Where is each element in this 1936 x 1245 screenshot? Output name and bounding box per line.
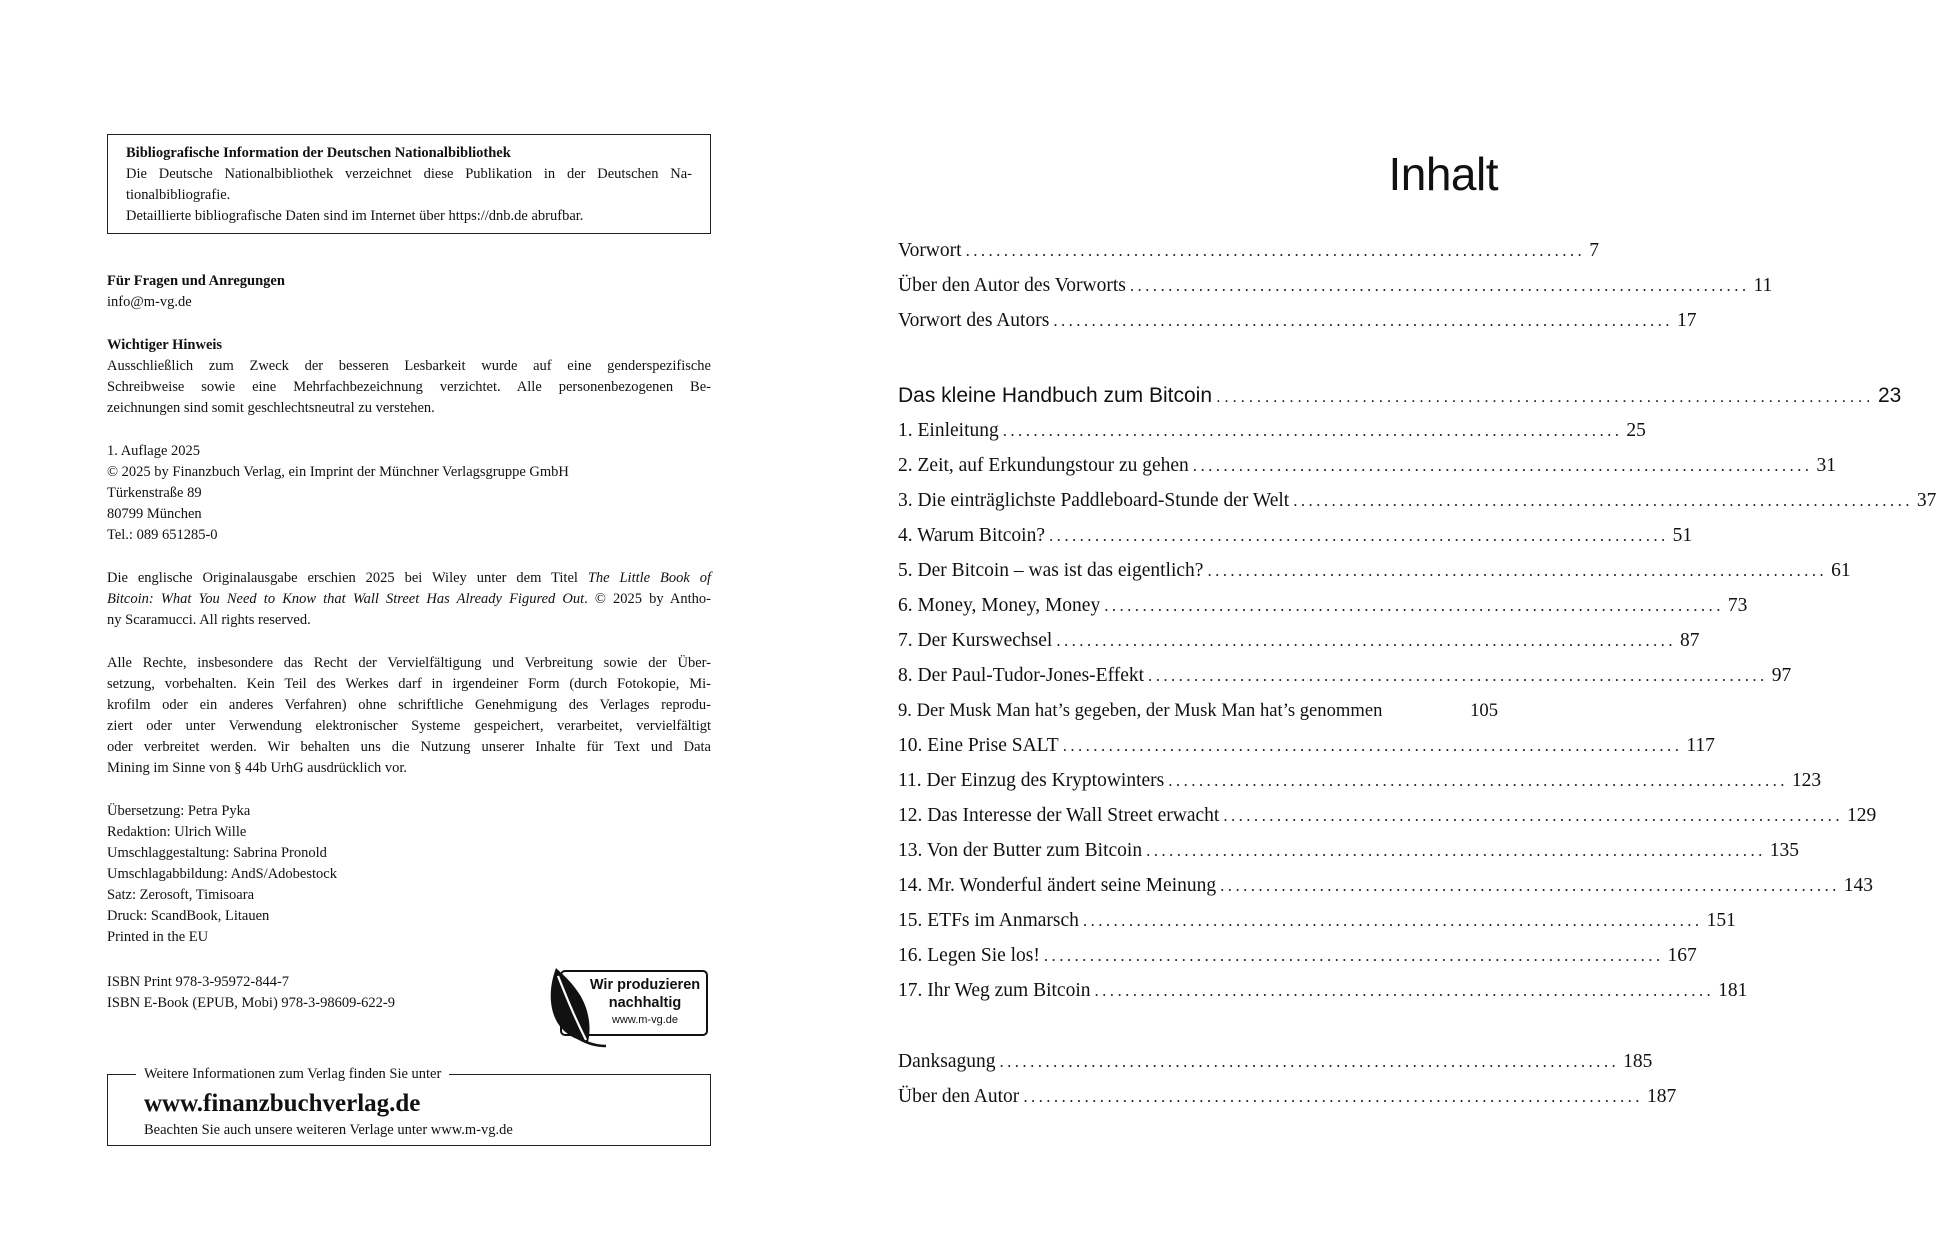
- notice-text-line: Ausschließlich zum Zweck der besseren Lesbarkeit wurde auf eine genderspezifische: [107, 358, 711, 374]
- toc-leader: .................................................................................: [1062, 736, 1683, 755]
- bib-text-line: Die Deutsche Nationalbibliothek verzeichnet diese Publikation in der Deutschen Na-: [126, 166, 692, 182]
- badge-line: Wir produzieren: [589, 977, 701, 993]
- toc-leader: .................................................................................: [1053, 311, 1673, 330]
- toc-leader: .................................................................................: [1082, 911, 1703, 930]
- toc-leader: .................................................................................: [1293, 491, 1913, 510]
- toc-entry-page: 167: [1667, 945, 1697, 966]
- rights-text-line: Alle Rechte, insbesondere das Recht der Vervielfältigung und Verbreitung sowie der Über-: [107, 655, 711, 671]
- publisher-section: [107, 441, 711, 546]
- toc-entry[interactable]: [898, 556, 1851, 586]
- toc-leader: .................................................................................: [999, 1052, 1620, 1071]
- contact-heading: Für Fragen und Anregungen: [107, 273, 285, 289]
- contact-section: [107, 271, 711, 313]
- toc-entry-page: 181: [1718, 980, 1748, 1001]
- toc-entry-title: 16. Legen Sie los!: [898, 945, 1040, 966]
- toc-leader: .................................................................................: [1223, 806, 1843, 825]
- page-title: Inhalt: [1388, 148, 1498, 200]
- toc-entry-page: 61: [1831, 560, 1851, 581]
- bib-text-line: tionalbibliografie.: [126, 187, 231, 203]
- toc-leader: .................................................................................: [1023, 1087, 1643, 1106]
- toc-entry-title: 6. Money, Money, Money: [898, 595, 1101, 616]
- original-edition-text: Die englische Originalausgabe erschien 2025 bei Wiley unter dem Titel: [107, 570, 588, 586]
- toc-entry[interactable]: [898, 486, 1936, 516]
- toc-entry[interactable]: [898, 591, 1748, 621]
- toc-entry[interactable]: [898, 626, 1700, 656]
- toc-entry-page: 87: [1679, 630, 1700, 651]
- toc-entry-title: Vorwort: [898, 240, 962, 261]
- toc-leader: .................................................................................: [1104, 596, 1724, 615]
- web-caption: Weitere Informationen zum Verlag finden Sie unter: [136, 1064, 449, 1084]
- imprint-page: [0, 0, 800, 1245]
- isbn-section: [107, 972, 527, 1014]
- badge-text: [582, 976, 708, 1028]
- toc-entry[interactable]: [898, 976, 1748, 1006]
- toc-entry-page: 73: [1727, 595, 1748, 616]
- toc-part-heading[interactable]: [898, 381, 1902, 411]
- toc-entry-title: 4. Warum Bitcoin?: [898, 525, 1046, 546]
- toc-entry[interactable]: [898, 836, 1799, 866]
- toc-entry-title: 8. Der Paul-Tudor-Jones-Effekt: [898, 665, 1145, 686]
- toc-entry-title: Das kleine Handbuch zum Bitcoin: [898, 384, 1212, 407]
- toc-entry-title: 1. Einleitung: [898, 420, 999, 441]
- toc-entry[interactable]: [898, 451, 1836, 481]
- toc-entry[interactable]: [898, 236, 1599, 266]
- contact-email: info@m-vg.de: [107, 294, 192, 310]
- toc-entry-title: 12. Das Interesse der Wall Street erwacht: [898, 805, 1220, 826]
- credit-line: Satz: Zerosoft, Timisoara: [107, 887, 255, 903]
- contents-page: [800, 0, 1936, 1245]
- credit-line: Redaktion: Ulrich Wille: [107, 824, 247, 840]
- bib-heading: Bibliografische Information der Deutschen Nationalbibliothek: [126, 145, 511, 161]
- toc-entry-page: 25: [1626, 420, 1646, 441]
- toc-entry[interactable]: [898, 1047, 1653, 1077]
- toc-entry-page: 7: [1589, 240, 1599, 261]
- original-edition-line: [107, 589, 711, 610]
- toc-entry-page: 17: [1676, 310, 1697, 331]
- toc-leader: .................................................................................: [1002, 421, 1623, 440]
- toc-entry-page: 151: [1706, 910, 1736, 931]
- copyright-line: © 2025 by Finanzbuch Verlag, ein Imprint der Münchner Verlagsgruppe GmbH: [107, 464, 569, 480]
- toc-entry[interactable]: [898, 871, 1874, 901]
- toc-leader: .................................................................................: [1056, 631, 1676, 650]
- toc-entry-title: Über den Autor des Vorworts: [898, 275, 1126, 296]
- notice-text-line: Schreibweise sowie eine Mehrfachbezeichnung verzichtet. Alle personenbezogenen Be-: [107, 379, 711, 395]
- original-title-text: The Little Book of: [587, 570, 712, 586]
- toc-entry-title: 10. Eine Prise SALT: [898, 735, 1059, 756]
- notice-heading: Wichtiger Hinweis: [107, 337, 223, 353]
- toc-leader: .................................................................................: [1207, 561, 1828, 580]
- isbn-print: ISBN Print 978-3-95972-844-7: [107, 974, 290, 990]
- toc-entry-title: 9. Der Musk Man hat’s gegeben, der Musk Man hat’s genommen: [898, 700, 1383, 721]
- toc-entry-title: 11. Der Einzug des Kryptowinters: [898, 770, 1165, 791]
- credit-line: Druck: ScandBook, Litauen: [107, 908, 270, 924]
- toc-entry-title: 7. Der Kurswechsel: [898, 630, 1053, 651]
- toc-entry-title: 13. Von der Butter zum Bitcoin: [898, 840, 1143, 861]
- toc-entry[interactable]: [898, 521, 1693, 551]
- toc-entry-page: 51: [1672, 525, 1693, 546]
- toc-entry-page: 187: [1646, 1086, 1677, 1107]
- toc-leader: .................................................................................: [1129, 276, 1750, 295]
- toc-leader: .................................................................................: [1220, 876, 1840, 895]
- credit-line: Übersetzung: Petra Pyka: [107, 803, 251, 819]
- phone-line: Tel.: 089 651285-0: [107, 527, 218, 543]
- toc-entry-title: 17. Ihr Weg zum Bitcoin: [898, 980, 1091, 1001]
- toc-leader: .................................................................................: [1146, 841, 1766, 860]
- toc-entry-page: 11: [1753, 275, 1773, 296]
- toc-leader: .................................................................................: [1168, 771, 1788, 790]
- toc-entry[interactable]: [898, 271, 1773, 301]
- toc-entry[interactable]: [898, 941, 1697, 971]
- toc-entry[interactable]: [898, 306, 1697, 336]
- publisher-web-box: [107, 1066, 711, 1146]
- toc-entry-title: 15. ETFs im Anmarsch: [898, 910, 1079, 931]
- toc-leader: .................................................................................: [1049, 526, 1669, 545]
- toc-entry[interactable]: [898, 731, 1715, 761]
- toc-leader: .................................................................................: [1148, 666, 1768, 685]
- toc-entry-page: 117: [1686, 735, 1715, 756]
- toc-entry[interactable]: [898, 766, 1822, 796]
- toc-entry-title: 14. Mr. Wonderful ändert seine Meinung: [898, 875, 1217, 896]
- toc-entry-page: 97: [1771, 665, 1792, 686]
- toc-entry-page: 31: [1816, 455, 1836, 476]
- credits-section: [107, 801, 711, 948]
- toc-leader: .................................................................................: [965, 241, 1586, 260]
- bib-text-line: Detaillierte bibliografische Daten sind im Internet über https://dnb.de abrufbar.: [126, 208, 584, 224]
- toc-entry-page: 143: [1843, 875, 1874, 896]
- toc-entry-title: Über den Autor: [898, 1086, 1020, 1107]
- toc-entry-title: 2. Zeit, auf Erkundungstour zu gehen: [898, 455, 1189, 476]
- toc-leader: .................................................................................: [1094, 981, 1715, 1000]
- original-edition-text: . © 2025 by Antho-: [584, 591, 712, 607]
- toc-entry-title: Vorwort des Autors: [898, 310, 1050, 331]
- rights-section: [107, 653, 711, 779]
- original-title-text: Bitcoin: What You Need to Know that Wall Street Has Already Figured Out: [107, 591, 585, 607]
- toc-leader: .................................................................................: [1043, 946, 1664, 965]
- toc-entry-page: 23: [1877, 384, 1902, 407]
- city-line: 80799 München: [107, 506, 202, 522]
- toc-leader: .................................................................................: [1192, 456, 1813, 475]
- toc-entry[interactable]: [898, 416, 1646, 446]
- credit-line: Umschlaggestaltung: Sabrina Pronold: [107, 845, 327, 861]
- notice-text-line: zeichnungen sind somit geschlechtsneutral zu verstehen.: [107, 400, 435, 416]
- web-subline: Beachten Sie auch unsere weiteren Verlage unter www.m-vg.de: [144, 1122, 513, 1138]
- credit-line: Printed in the EU: [107, 929, 209, 945]
- toc-entry[interactable]: [898, 696, 1498, 726]
- bibliographic-info-box: [107, 134, 711, 234]
- isbn-ebook: ISBN E-Book (EPUB, Mobi) 978-3-98609-622-9: [107, 995, 395, 1011]
- toc-entry[interactable]: [898, 906, 1736, 936]
- rights-text-line: setzung, vorbehalten. Kein Teil des Werkes darf in irgendeiner Form (durch Fotokopie, Mi-: [107, 676, 711, 692]
- toc-entry[interactable]: [898, 661, 1792, 691]
- rights-text-line: krofilm oder ein anderes Verfahren) ohne schriftliche Genehmigung des Verlages reprodu-: [107, 697, 711, 713]
- toc-entry-page: 129: [1846, 805, 1877, 826]
- badge-url: www.m-vg.de: [611, 1014, 679, 1026]
- toc-entry-page: 135: [1769, 840, 1799, 861]
- toc-entry-page: 37: [1916, 490, 1936, 511]
- sustainability-badge: [548, 966, 710, 1040]
- toc-entry[interactable]: [898, 801, 1877, 831]
- toc-entry-page: 185: [1623, 1051, 1653, 1072]
- toc-entry-title: 3. Die einträglichste Paddleboard-Stunde der Welt: [898, 490, 1290, 511]
- street-line: Türkenstraße 89: [107, 485, 202, 501]
- original-edition-line: [107, 568, 711, 589]
- publisher-website-link[interactable]: www.finanzbuchverlag.de: [144, 1090, 421, 1117]
- toc-entry-page: 105: [1470, 700, 1498, 721]
- badge-line: nachhaltig: [608, 995, 682, 1011]
- original-edition-section: [107, 568, 711, 631]
- edition-line: 1. Auflage 2025: [107, 443, 201, 459]
- original-edition-line: ny Scaramucci. All rights reserved.: [107, 612, 311, 628]
- toc-leader: .................................................................................: [1216, 387, 1874, 406]
- rights-text-line: ziert oder unter Verwendung elektronischer Systeme gespeichert, verarbeitet, vervielfältigt: [107, 718, 711, 734]
- toc-entry[interactable]: [898, 1082, 1677, 1112]
- toc-entry-title: Danksagung: [898, 1051, 996, 1072]
- toc-entry-title: 5. Der Bitcoin – was ist das eigentlich?: [898, 560, 1204, 581]
- rights-text-line: Mining im Sinne von § 44b UrhG ausdrücklich vor.: [107, 760, 408, 776]
- toc-entry-page: 123: [1791, 770, 1822, 791]
- rights-text-line: oder verbreitet werden. Wir behalten uns die Nutzung unserer Inhalte für Text und Data: [107, 739, 711, 755]
- credit-line: Umschlagabbildung: AndS/Adobestock: [107, 866, 337, 882]
- notice-section: [107, 335, 711, 419]
